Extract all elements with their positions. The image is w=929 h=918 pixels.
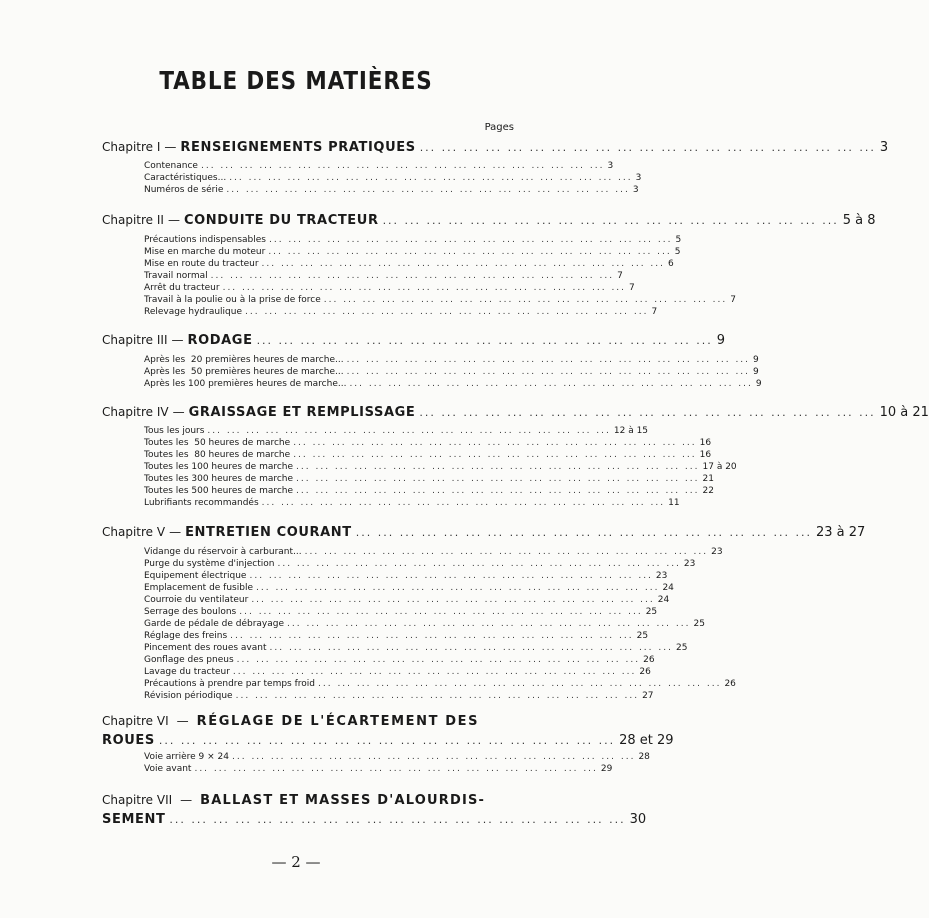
entry-page: 11: [668, 498, 680, 508]
entry-label: Relevage hydraulique: [144, 307, 242, 317]
chapter-4-heading[interactable]: [102, 405, 929, 420]
dot-leader: ... ... ... ... ... ... ... ... ... ... ... ... ... ... ... ... ... ... ... ... ...: [222, 283, 627, 293]
dot-leader: ... ... ... ... ... ... ... ... ... ... ... ... ... ... ... ... ... ... ... ... ...: [249, 571, 653, 581]
dot-leader: ... ... ... ... ... ... ... ... ... ... ... ... ... ... ... ... ... ... ... ... ...: [239, 607, 643, 617]
dot-leader: ... ... ... ... ... ... ... ... ... ... ... ... ... ... ... ... ... ... ... ... ...: [268, 235, 673, 245]
chapter-prefix: Chapitre I: [102, 140, 161, 154]
dot-leader: ... ... ... ... ... ... ... ... ... ... ... ... ... ... ... ... ... ... ... ... ...: [346, 367, 751, 377]
dot-leader: ... ... ... ... ... ... ... ... ... ... ... ... ... ... ... ... ... ... ... ... ...: [158, 734, 616, 747]
dot-leader: ... ... ... ... ... ... ... ... ... ... ... ... ... ... ... ... ... ... ... ... ...: [169, 813, 626, 826]
dot-leader: ... ... ... ... ... ... ... ... ... ... ... ... ... ... ... ... ... ... ... ... ...: [419, 406, 876, 419]
toc-entry[interactable]: [144, 307, 658, 319]
dot-leader: ... ... ... ... ... ... ... ... ... ... ... ... ... ... ... ... ... ... ... ... ...: [304, 547, 709, 557]
chapter-page: 30: [629, 812, 647, 827]
chapter-dash: —: [169, 525, 182, 539]
entry-label: Travail à la poulie ou à la prise de force: [144, 295, 321, 305]
toc-entry[interactable]: [144, 691, 654, 703]
entry-page: 7: [730, 295, 736, 305]
toc-entry[interactable]: [144, 474, 714, 486]
chapter-page: 28 et 29: [619, 733, 674, 748]
entry-label: Purge du système d'injection: [144, 559, 275, 569]
entry-label: Equipement électrique: [144, 571, 247, 581]
entry-page: 24: [657, 595, 670, 605]
chapter-dash: —: [180, 793, 193, 807]
entry-page: 25: [675, 643, 688, 653]
toc-entry[interactable]: [144, 173, 642, 185]
chapter-dash: —: [176, 714, 189, 728]
dot-leader: ... ... ... ... ... ... ... ... ... ... ... ... ... ... ... ... ... ... ... ... ...: [318, 679, 722, 689]
dot-leader: ... ... ... ... ... ... ... ... ... ... ... ... ... ... ... ... ... ... ... ... ...: [229, 173, 633, 183]
entry-label: Après les 100 premières heures de marche...: [144, 379, 347, 389]
entry-page: 23: [655, 571, 668, 581]
dot-leader: ... ... ... ... ... ... ... ... ... ... ... ... ... ... ... ... ... ... ... ... ...: [256, 583, 660, 593]
toc-entry[interactable]: [144, 583, 674, 595]
entry-page: 3: [632, 185, 639, 195]
entry-label: Toutes les 50 heures de marche: [144, 438, 291, 448]
entry-label: Lubrifiants recommandés: [144, 498, 259, 508]
dot-leader: ... ... ... ... ... ... ... ... ... ... ... ... ... ... ... ... ... ... ... ... ...: [261, 259, 665, 269]
entry-page: 25: [693, 619, 705, 629]
chapter-title: RODAGE: [187, 333, 253, 348]
dot-leader: ... ... ... ... ... ... ... ... ... ... ... ... ... ... ... ... ... ... ... ... ...: [323, 295, 728, 305]
dot-leader: ... ... ... ... ... ... ... ... ... ... ... ... ... ... ... ... ... ... ... ... ...: [251, 595, 655, 605]
chapter-2-heading[interactable]: [102, 213, 876, 228]
chapter-title-continued: ROUES: [102, 733, 155, 748]
entry-label: Contenance: [144, 161, 198, 171]
toc-entry[interactable]: [144, 161, 614, 173]
dot-leader: ... ... ... ... ... ... ... ... ... ... ... ... ... ... ... ... ... ... ... ... ...: [245, 307, 649, 317]
chapter-prefix: Chapitre VI: [102, 714, 169, 728]
dot-leader: ... ... ... ... ... ... ... ... ... ... ... ... ... ... ... ... ... ... ... ... ...: [269, 643, 673, 653]
entry-label: Vidange du réservoir à carburant...: [144, 547, 302, 557]
dot-leader: ... ... ... ... ... ... ... ... ... ... ... ... ... ... ... ... ... ... ... ... ...: [235, 691, 640, 701]
dot-leader: ... ... ... ... ... ... ... ... ... ... ... ... ... ... ... ... ... ... ... ... ...: [293, 450, 697, 460]
entry-label: Lavage du tracteur: [144, 667, 230, 677]
toc-entry[interactable]: [144, 571, 668, 583]
chapter-1-heading[interactable]: [102, 140, 889, 155]
entry-page: 9: [753, 367, 759, 377]
entry-label: Toutes les 80 heures de marche: [144, 450, 291, 460]
page-number: — 2 —: [271, 853, 321, 871]
entry-label: Révision périodique: [144, 691, 233, 701]
entry-page: 3: [635, 173, 642, 183]
entry-page: 22: [702, 486, 714, 496]
toc-entry[interactable]: [144, 631, 649, 643]
entry-label: Réglage des freins: [144, 631, 228, 641]
toc-entry[interactable]: [144, 655, 655, 667]
dot-leader: ... ... ... ... ... ... ... ... ... ... ... ... ... ... ... ... ... ... ... ... ...: [236, 655, 641, 665]
entry-label: Après les 50 premières heures de marche...: [144, 367, 344, 377]
entry-label: Caractéristiques...: [144, 173, 227, 183]
dot-leader: ... ... ... ... ... ... ... ... ... ... ... ... ... ... ... ... ... ... ... ... ...: [296, 462, 700, 472]
chapter-7-heading[interactable]: [102, 793, 647, 827]
entry-label: Gonflage des pneus: [144, 655, 234, 665]
dot-leader: ... ... ... ... ... ... ... ... ... ... ... ... ... ... ... ... ... ... ... ... ...: [277, 559, 681, 569]
page-title: TABLE DES MATIÈRES: [159, 66, 433, 95]
dot-leader: ... ... ... ... ... ... ... ... ... ... ... ... ... ... ... ... ... ... ... ... ...: [349, 379, 753, 389]
dot-leader: ... ... ... ... ... ... ... ... ... ... ... ... ... ... ... ... ... ... ... ... ...: [293, 438, 697, 448]
toc-entry[interactable]: [144, 643, 688, 655]
chapter-page: 5 à 8: [842, 213, 876, 228]
toc-entry[interactable]: [144, 486, 714, 498]
chapter-page: 9: [716, 333, 726, 348]
toc-entry[interactable]: [144, 547, 723, 559]
chapter-title: RÉGLAGE DE L'ÉCARTEMENT DES: [196, 714, 480, 729]
toc-entry[interactable]: [144, 438, 712, 450]
chapter-title: ENTRETIEN COURANT: [185, 525, 352, 540]
toc-entry[interactable]: [144, 235, 682, 247]
toc-entry[interactable]: [144, 619, 705, 631]
pages-column-header: Pages: [484, 122, 514, 133]
dot-leader: ... ... ... ... ... ... ... ... ... ... ... ... ... ... ... ... ... ... ... ... ...: [296, 486, 700, 496]
chapter-prefix: Chapitre II: [102, 213, 164, 227]
entry-label: Pincement des roues avant: [144, 643, 267, 653]
entry-page: 9: [753, 355, 759, 365]
entry-label: Emplacement de fusible: [144, 583, 253, 593]
chapter-page: 23 à 27: [815, 525, 866, 540]
entry-label: Garde de pédale de débrayage: [144, 619, 285, 629]
entry-label: Mise en route du tracteur: [144, 259, 259, 269]
toc-entry[interactable]: [144, 764, 613, 776]
entry-label: Arrêt du tracteur: [144, 283, 220, 293]
dot-leader: ... ... ... ... ... ... ... ... ... ... ... ... ... ... ... ... ... ... ... ... ...: [200, 161, 605, 171]
toc-entry[interactable]: [144, 498, 680, 510]
toc-entry[interactable]: [144, 247, 681, 259]
entry-label: Précautions à prendre par temps froid: [144, 679, 315, 689]
entry-label: Voie avant: [144, 764, 192, 774]
toc-entry[interactable]: [144, 607, 658, 619]
dot-leader: ... ... ... ... ... ... ... ... ... ... ... ... ... ... ... ... ... ... ... ... ...: [268, 247, 672, 257]
dot-leader: ... ... ... ... ... ... ... ... ... ... ... ... ... ... ... ... ... ... ... ... ...: [296, 474, 700, 484]
chapter-dash: —: [171, 333, 184, 347]
dot-leader: ... ... ... ... ... ... ... ... ... ... ... ... ... ... ... ... ... ... ... ... ...: [419, 141, 876, 154]
entry-page: 9: [755, 379, 762, 389]
chapter-title: GRAISSAGE ET REMPLISSAGE: [188, 405, 416, 420]
entry-page: 7: [629, 283, 635, 293]
entry-label: Après les 20 premières heures de marche...: [144, 355, 344, 365]
toc-entry[interactable]: [144, 450, 712, 462]
chapter-dash: —: [164, 140, 177, 154]
dot-leader: ... ... ... ... ... ... ... ... ... ... ... ... ... ... ... ... ... ... ... ... ...: [355, 526, 812, 539]
entry-page: 16: [699, 450, 712, 460]
dot-leader: ... ... ... ... ... ... ... ... ... ... ... ... ... ... ... ... ... ... ... ... ...: [287, 619, 691, 629]
toc-entry[interactable]: [144, 283, 635, 295]
entry-page: 6: [668, 259, 674, 269]
chapter-prefix: Chapitre V: [102, 525, 166, 539]
entry-label: Mise en marche du moteur: [144, 247, 266, 257]
entry-label: Tous les jours: [144, 426, 205, 436]
toc-entry[interactable]: [144, 679, 736, 691]
dot-leader: ... ... ... ... ... ... ... ... ... ... ... ... ... ... ... ... ... ... ... ... ...: [346, 355, 751, 365]
entry-page: 16: [699, 438, 712, 448]
dot-leader: ... ... ... ... ... ... ... ... ... ... ... ... ... ... ... ... ... ... ... ... ...: [232, 752, 636, 762]
entry-page: 12 à 15: [613, 426, 649, 436]
toc-entry[interactable]: [144, 259, 674, 271]
chapter-title: CONDUITE DU TRACTEUR: [183, 213, 379, 228]
entry-page: 26: [639, 667, 651, 677]
dot-leader: ... ... ... ... ... ... ... ... ... ... ... ... ... ... ... ... ... ... ... ... ...: [194, 764, 598, 774]
entry-page: 5: [674, 247, 681, 257]
entry-page: 21: [702, 474, 714, 484]
chapter-3-heading[interactable]: [102, 333, 726, 348]
entry-page: 26: [643, 655, 655, 665]
dot-leader: ... ... ... ... ... ... ... ... ... ... ... ... ... ... ... ... ... ... ... ... ...: [256, 334, 713, 347]
toc-entry[interactable]: [144, 462, 737, 474]
toc-entry[interactable]: [144, 355, 759, 367]
chapter-prefix: Chapitre IV: [102, 405, 169, 419]
toc-entry[interactable]: [144, 559, 696, 571]
entry-page: 26: [724, 679, 736, 689]
chapter-prefix: Chapitre VII: [102, 793, 173, 807]
entry-label: Courroie du ventilateur: [144, 595, 249, 605]
toc-entry[interactable]: [144, 295, 736, 307]
toc-entry[interactable]: [144, 271, 623, 283]
entry-label: Toutes les 500 heures de marche: [144, 486, 294, 496]
entry-label: Travail normal: [144, 271, 208, 281]
chapter-dash: —: [167, 213, 180, 227]
toc-entry[interactable]: [144, 667, 651, 679]
entry-label: Serrage des boulons: [144, 607, 237, 617]
entry-page: 7: [651, 307, 658, 317]
entry-page: 23: [683, 559, 696, 569]
entry-label: Voie arrière 9 × 24: [144, 752, 229, 762]
dot-leader: ... ... ... ... ... ... ... ... ... ... ... ... ... ... ... ... ... ... ... ... ...: [382, 214, 839, 227]
chapter-page: 10 à 21: [879, 405, 929, 420]
entry-page: 17 à 20: [702, 462, 737, 472]
dot-leader: ... ... ... ... ... ... ... ... ... ... ... ... ... ... ... ... ... ... ... ... ...: [230, 631, 634, 641]
entry-page: 25: [645, 607, 658, 617]
chapter-title-continued: SEMENT: [102, 812, 166, 827]
toc-entry[interactable]: [144, 367, 759, 379]
entry-page: 24: [662, 583, 674, 593]
dot-leader: ... ... ... ... ... ... ... ... ... ... ... ... ... ... ... ... ... ... ... ... ...: [232, 667, 637, 677]
chapter-page: 3: [879, 140, 889, 155]
chapter-title: BALLAST ET MASSES D'ALOURDIS-: [200, 793, 486, 808]
entry-label: Précautions indispensables: [144, 235, 266, 245]
entry-page: 5: [675, 235, 682, 245]
entry-page: 29: [600, 764, 613, 774]
entry-label: Numéros de série: [144, 185, 224, 195]
dot-leader: ... ... ... ... ... ... ... ... ... ... ... ... ... ... ... ... ... ... ... ... ...: [207, 426, 611, 436]
dot-leader: ... ... ... ... ... ... ... ... ... ... ... ... ... ... ... ... ... ... ... ... ...: [261, 498, 666, 508]
entry-page: 23: [711, 547, 723, 557]
toc-entry[interactable]: [144, 752, 650, 764]
toc-entry[interactable]: [144, 185, 639, 197]
toc-entry[interactable]: [144, 595, 670, 607]
chapter-5-heading[interactable]: [102, 525, 866, 540]
toc-entry[interactable]: [144, 379, 762, 391]
dot-leader: ... ... ... ... ... ... ... ... ... ... ... ... ... ... ... ... ... ... ... ... ...: [226, 185, 630, 195]
chapter-prefix: Chapitre III: [102, 333, 168, 347]
entry-page: 7: [617, 271, 623, 281]
entry-label: Toutes les 300 heures de marche: [144, 474, 294, 484]
dot-leader: ... ... ... ... ... ... ... ... ... ... ... ... ... ... ... ... ... ... ... ... ...: [210, 271, 615, 281]
entry-page: 28: [638, 752, 650, 762]
toc-entry[interactable]: [144, 426, 649, 438]
chapter-dash: —: [172, 405, 185, 419]
chapter-title: RENSEIGNEMENTS PRATIQUES: [180, 140, 416, 155]
entry-page: 25: [636, 631, 649, 641]
entry-page: 27: [642, 691, 654, 701]
chapter-6-heading[interactable]: [102, 714, 674, 748]
entry-page: 3: [607, 161, 614, 171]
entry-label: Toutes les 100 heures de marche: [144, 462, 294, 472]
